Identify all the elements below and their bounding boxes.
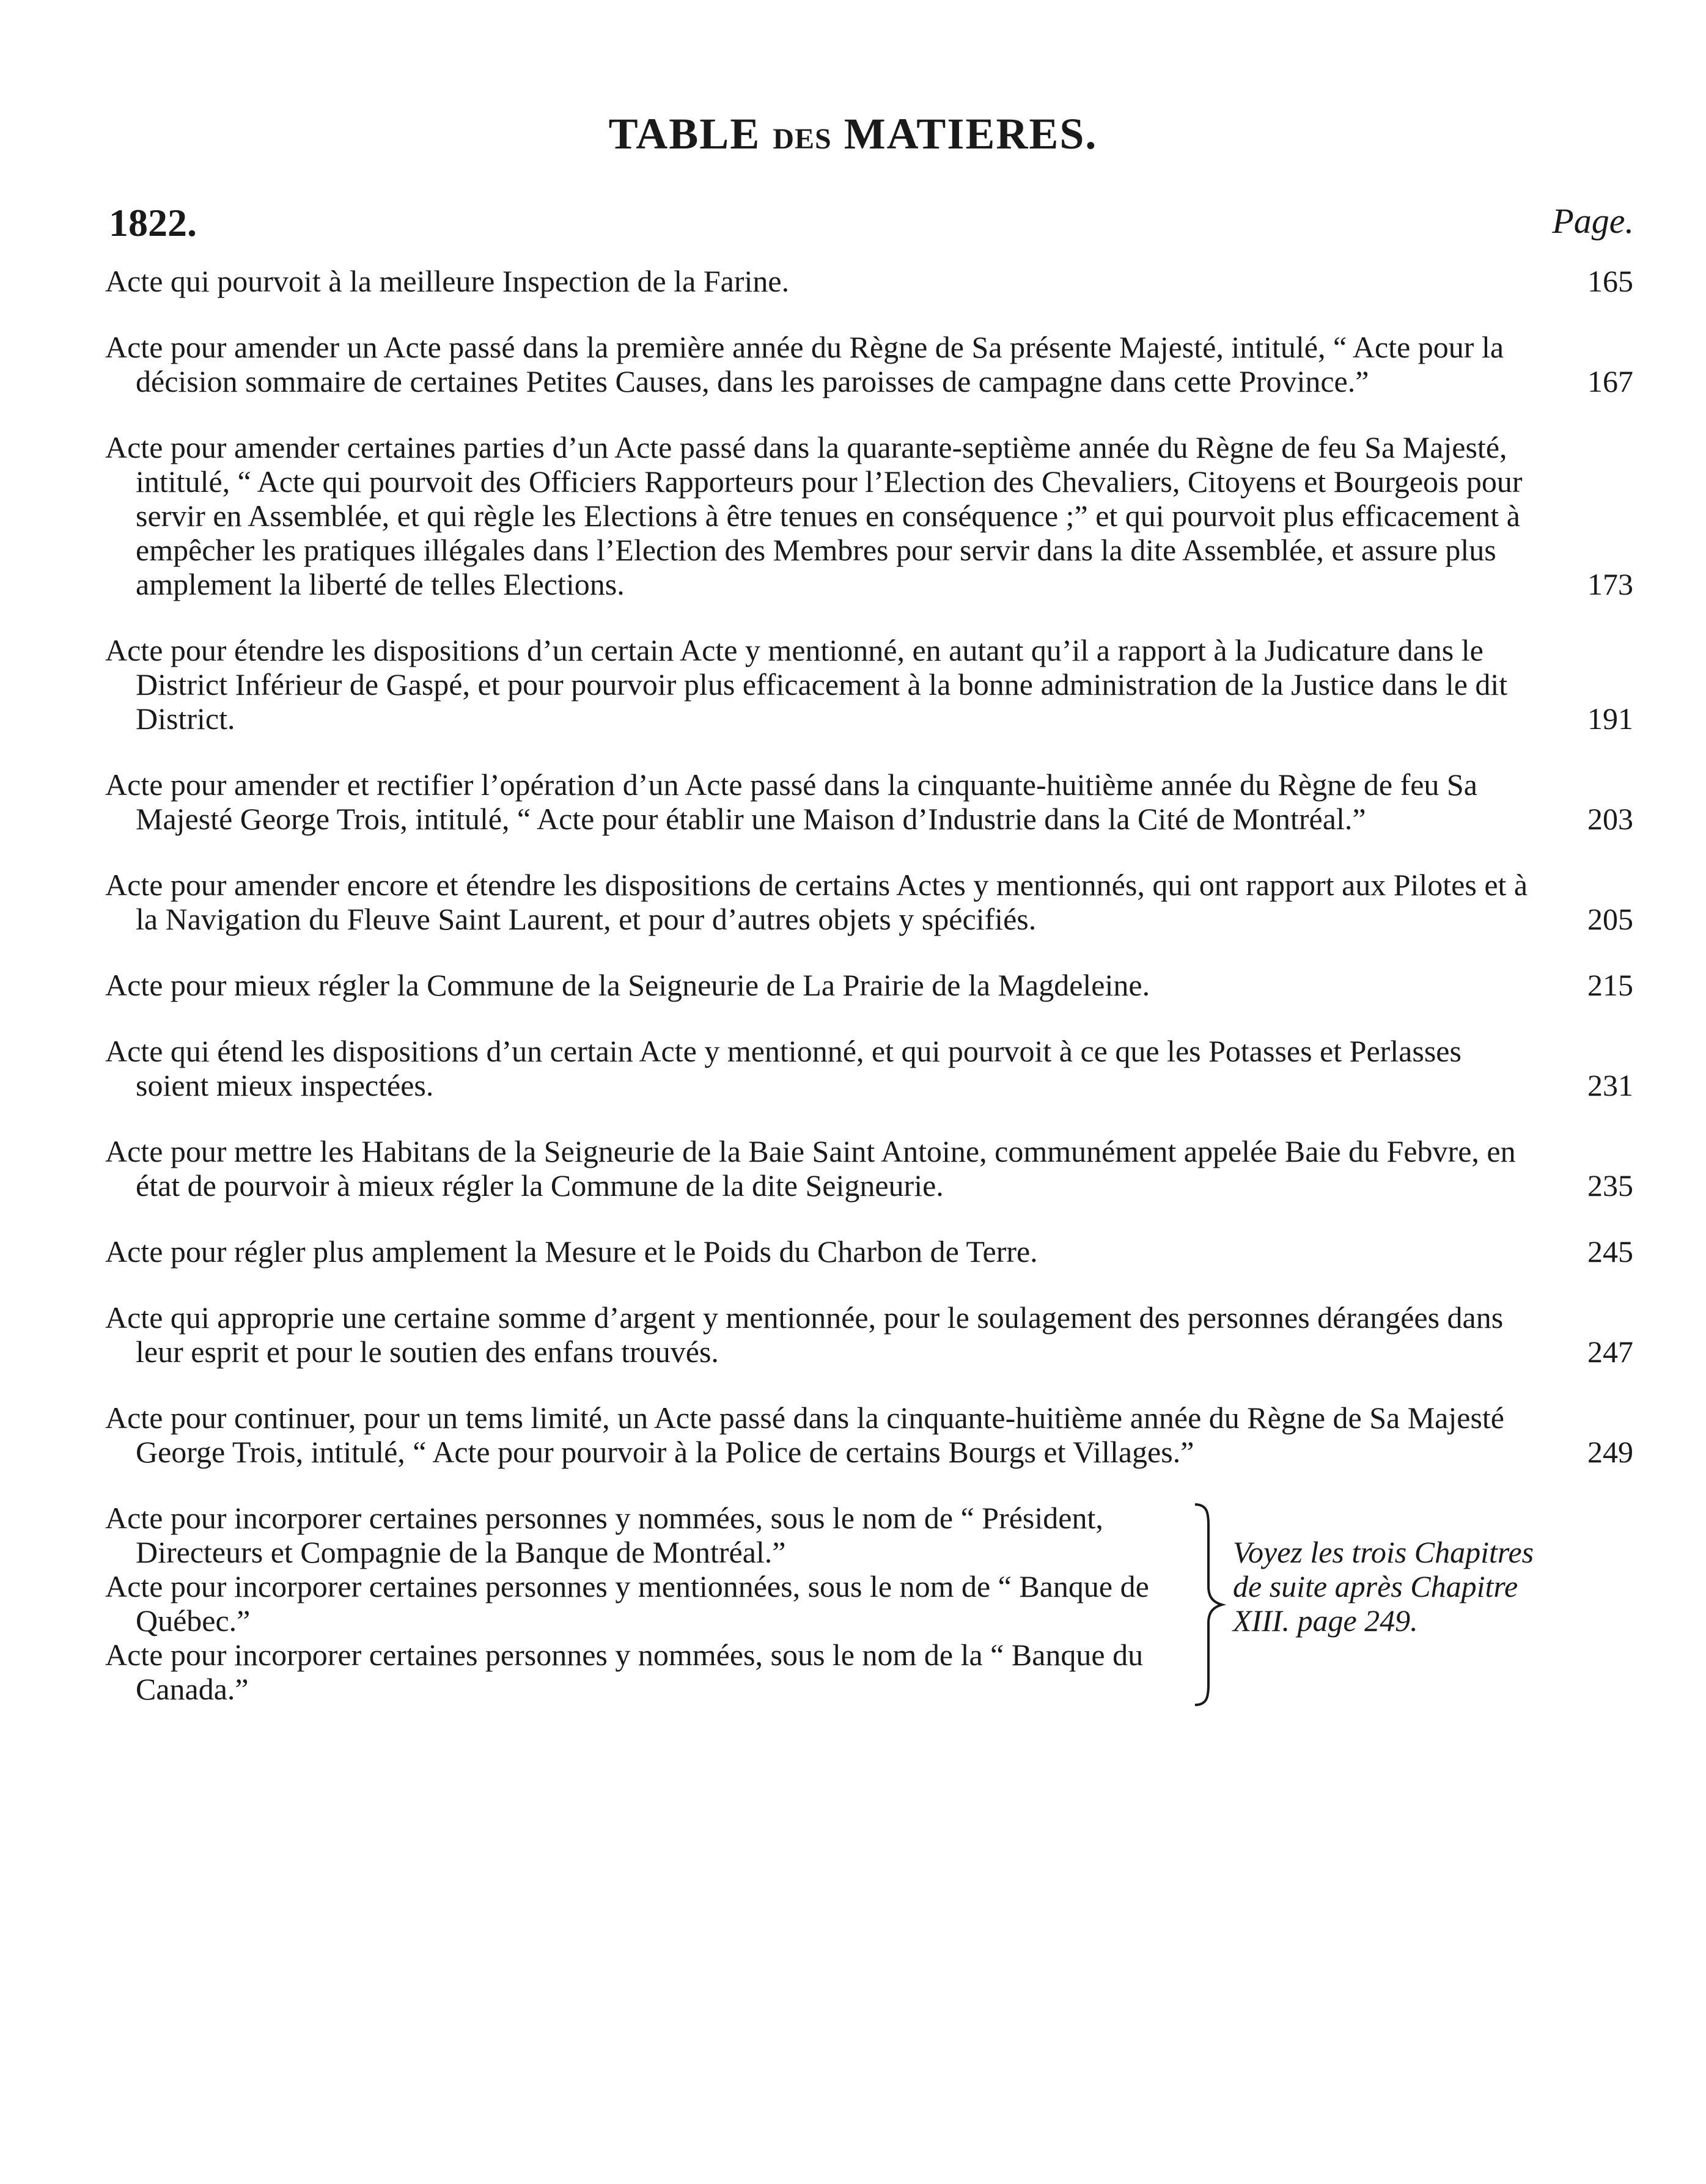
toc-entry (105, 968, 1633, 1002)
toc-entry (105, 264, 1633, 298)
title-word-table: TABLE (608, 109, 761, 158)
toc-entry-text: Acte pour amender et rectifier l’opération d’un Acte passé dans la cinquante-huitième année du Règne de feu Sa Majesté George Trois, intitulé, “ Acte pour établir une Maison d’Industrie dans la Cité de Montréal.” (105, 768, 1477, 836)
toc-entry-page: 235 (1587, 1168, 1633, 1203)
toc-entry-page: 165 (1587, 264, 1633, 298)
toc-entry-text: Acte pour continuer, pour un tems limité, un Acte passé dans la cinquante-huitième année du Règne de Sa Majesté George Trois, intitulé, “ Acte pour pourvoir à la Police de certains Bourgs et Villages.” (105, 1401, 1504, 1469)
toc-entry-text: Acte pour étendre les dispositions d’un certain Acte y mentionné, en autant qu’il a rapport à la Judicature dans le District Inférieur de Gaspé, et pour pourvoir plus efficacement à la bonne administration de la Justice dans le dit District. (105, 633, 1508, 736)
toc-entry-page: 247 (1587, 1335, 1633, 1369)
toc-entry-text: Acte pour mettre les Habitans de la Seigneurie de la Baie Saint Antoine, communément appelée Baie du Febvre, en état de pourvoir à mieux régler la Commune de la dite Seigneurie. (105, 1134, 1516, 1203)
toc-entry-text: Acte pour régler plus amplement la Mesure et le Poids du Charbon de Terre. (105, 1234, 1038, 1269)
bank-acts-group (105, 1501, 1633, 1709)
toc-entry-text: Acte pour amender certaines parties d’un Acte passé dans la quarante-septième année du Règne de feu Sa Majesté, intitulé, “ Acte qui pourvoit des Officiers Rapporteurs pour l’Election des Chevaliers, Citoyens et Bourgeois pour servir en Assemblée, et qui règle les Elections à être tenues en conséquence ;” et qui pourvoit plus efficacement à empêcher les pratiques illégales dans l’Election des Membres pour servir dans la dite Assemblée, et assure plus amplement la liberté de telles Elections. (105, 430, 1523, 601)
toc-entry-text: Acte pour mieux régler la Commune de la Seigneurie de La Prairie de la Magdeleine. (105, 968, 1150, 1002)
toc-entry (105, 1034, 1633, 1102)
bank-act-entry: Acte pour incorporer certaines personnes y mentionnées, sous le nom de “ Banque de Québec.” (105, 1569, 1149, 1638)
title-word-matieres: MATIERES. (844, 109, 1098, 158)
toc-entry (105, 430, 1633, 601)
toc-entry-page: 231 (1587, 1068, 1633, 1102)
bank-act-entry: Acte pour incorporer certaines personnes y nommées, sous le nom de la “ Banque du Canada.” (105, 1638, 1144, 1706)
bank-act-entry: Acte pour incorporer certaines personnes y nommées, sous le nom de “ Président, Directeurs et Compagnie de la Banque de Montréal.” (105, 1501, 1103, 1569)
title-word-des: DES (773, 123, 832, 155)
toc-entry-text: Acte qui pourvoit à la meilleure Inspection de la Farine. (105, 264, 790, 298)
toc-entry (105, 633, 1633, 736)
toc-entry-page: 167 (1587, 364, 1633, 398)
page-column-label: Page. (1552, 201, 1634, 241)
toc-entry-page: 203 (1587, 802, 1633, 836)
table-of-contents (105, 264, 1633, 1709)
toc-entry-text: Acte pour amender un Acte passé dans la première année du Règne de Sa présente Majesté, intitulé, “ Acte pour la décision sommaire de certaines Petites Causes, dans les paroisses de campagne dans cette Province.” (105, 330, 1504, 398)
toc-entry-page: 173 (1587, 567, 1633, 601)
toc-entry-text: Acte qui étend les dispositions d’un certain Acte y mentionné, et qui pourvoit à ce que les Potasses et Perlasses soient mieux inspectées. (105, 1034, 1461, 1102)
toc-entry (105, 1134, 1633, 1203)
bank-acts-list (105, 1501, 1181, 1706)
toc-entry (105, 868, 1633, 936)
year-heading: 1822. (109, 201, 197, 244)
toc-entry (105, 1300, 1633, 1369)
toc-entry-page: 245 (1587, 1234, 1633, 1269)
toc-entry (105, 330, 1633, 398)
toc-entry (105, 768, 1633, 836)
toc-entry (105, 1234, 1633, 1269)
page-title (0, 109, 1706, 159)
right-brace-icon (1190, 1501, 1227, 1709)
toc-entry-page: 215 (1587, 968, 1633, 1002)
toc-entry-page: 205 (1587, 902, 1633, 936)
toc-entry-text: Acte qui approprie une certaine somme d’argent y mentionnée, pour le soulagement des personnes dérangées dans leur esprit et pour le soutien des enfans trouvés. (105, 1300, 1504, 1369)
toc-entry-page: 191 (1587, 702, 1633, 736)
toc-entry-text: Acte pour amender encore et étendre les dispositions de certains Actes y mentionnés, qui ont rapport aux Pilotes et à la Navigation du Fleuve Saint Laurent, et pour d’autres objets y spécifiés. (105, 868, 1528, 936)
cross-reference-note: Voyez les trois Chapitres de suite après Chapitre XIII. page 249. (1233, 1535, 1534, 1638)
toc-entry-page: 249 (1587, 1435, 1633, 1469)
toc-entry (105, 1401, 1633, 1469)
